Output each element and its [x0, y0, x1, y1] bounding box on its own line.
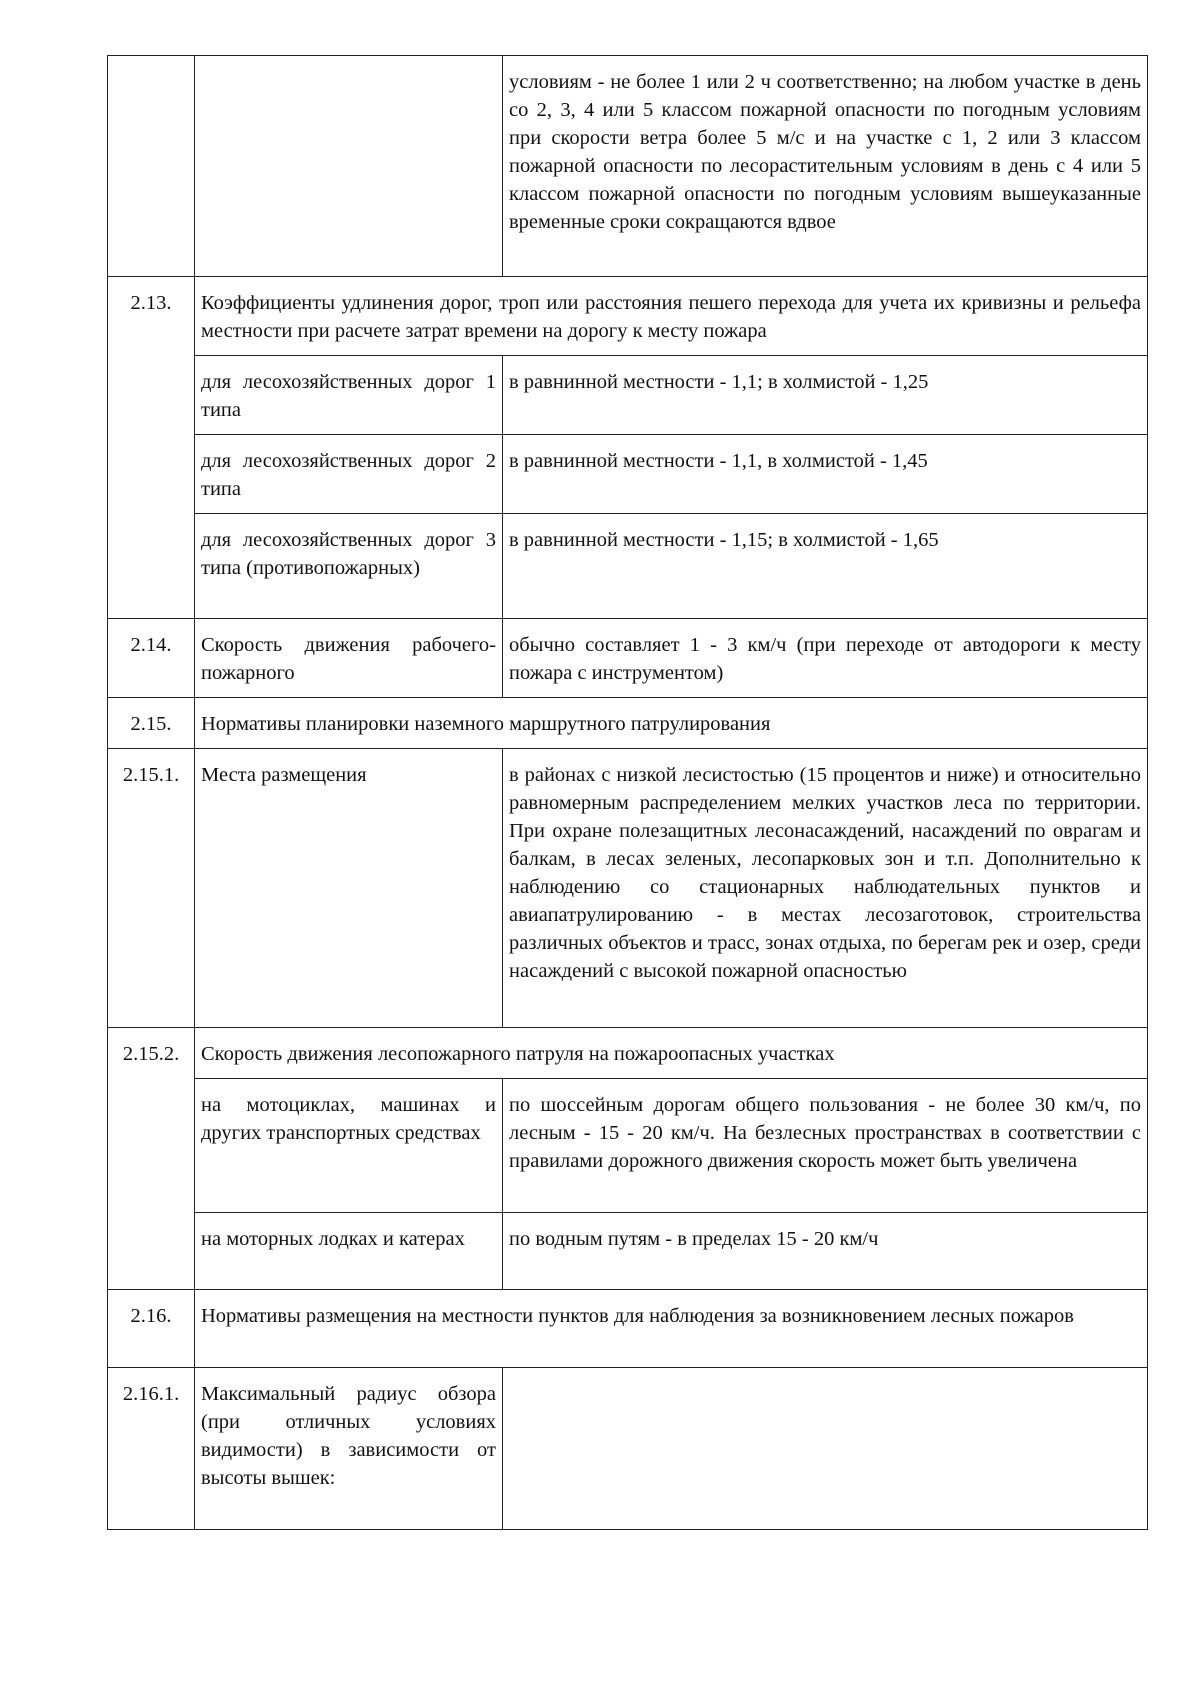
- table-row-2-16-1: [108, 1368, 1148, 1530]
- row-value: условиям - не более 1 или 2 ч соответственно; на любом участке в день со 2, 3, 4 или 5 классом пожарной опасности по погодным условиям при скорости ветра более 5 м/с и на участке с 1, 2 или 3 классом пожарной опасности по лесорастительным условиям в день с 4 или 5 классом пожарной опасности по погодным условиям вышеуказанные временные сроки сокращаются вдвое: [503, 56, 1148, 277]
- table-row-2-13-type1: [108, 356, 1148, 435]
- row-heading: Нормативы размещения на местности пунктов для наблюдения за возникновением лесных пожаров: [195, 1290, 1148, 1368]
- row-value: в районах с низкой лесистостью (15 процентов и ниже) и относительно равномерным распределением мелких участков леса по территории. При охране полезащитных лесонасаждений, насаждений по оврагам и балкам, в лесах зеленых, лесопарковых зон и т.п. Дополнительно к наблюдению со стационарных наблюдательных пунктов и авиапатрулированию - в местах лесозаготовок, строительства различных объектов и трасс, зонах отдыха, по берегам рек и озер, среди насаждений с высокой пожарной опасностью: [503, 749, 1148, 1028]
- row-value: по водным путям - в пределах 15 - 20 км/ч: [503, 1213, 1148, 1290]
- table-row-2-15: [108, 698, 1148, 749]
- row-number: 2.16.1.: [108, 1368, 195, 1530]
- row-heading: Нормативы планировки наземного маршрутного патрулирования: [195, 698, 1148, 749]
- row-label: для лесохозяйственных дорог 2 типа: [195, 435, 503, 514]
- row-number: 2.13.: [108, 277, 195, 619]
- row-number: 2.15.2.: [108, 1028, 195, 1290]
- table-row-2-15-1: [108, 749, 1148, 1028]
- table-row-continuation: [108, 56, 1148, 277]
- table-row-2-13-type3: [108, 514, 1148, 619]
- row-label: для лесохозяйственных дорог 1 типа: [195, 356, 503, 435]
- table-row-2-14: [108, 619, 1148, 698]
- row-number: 2.15.1.: [108, 749, 195, 1028]
- row-label: [195, 56, 503, 277]
- row-label: на мотоциклах, машинах и других транспортных средствах: [195, 1079, 503, 1213]
- row-value: по шоссейным дорогам общего пользования - не более 30 км/ч, по лесным - 15 - 20 км/ч. На безлесных пространствах в соответствии с правилами дорожного движения скорость может быть увеличена: [503, 1079, 1148, 1213]
- table-row-2-15-2-vehicles: [108, 1079, 1148, 1213]
- row-number: [108, 56, 195, 277]
- row-number: 2.16.: [108, 1290, 195, 1368]
- table-row-2-15-2-boats: [108, 1213, 1148, 1290]
- table-row-2-13: [108, 277, 1148, 356]
- row-label: для лесохозяйственных дорог 3 типа (противопожарных): [195, 514, 503, 619]
- row-label: Максимальный радиус обзора (при отличных условиях видимости) в зависимости от высоты вышек:: [195, 1368, 503, 1530]
- row-label: Места размещения: [195, 749, 503, 1028]
- row-number: 2.14.: [108, 619, 195, 698]
- norms-table: [107, 55, 1148, 1530]
- row-heading: Коэффициенты удлинения дорог, троп или расстояния пешего перехода для учета их кривизны и рельефа местности при расчете затрат времени на дорогу к месту пожара: [195, 277, 1148, 356]
- row-label: на моторных лодках и катерах: [195, 1213, 503, 1290]
- row-value: в равнинной местности - 1,1, в холмистой - 1,45: [503, 435, 1148, 514]
- row-value: в равнинной местности - 1,1; в холмистой - 1,25: [503, 356, 1148, 435]
- row-number: 2.15.: [108, 698, 195, 749]
- row-value: [503, 1368, 1148, 1530]
- row-label: Скорость движения рабочего-пожарного: [195, 619, 503, 698]
- row-value: обычно составляет 1 - 3 км/ч (при переходе от автодороги к месту пожара с инструментом): [503, 619, 1148, 698]
- table-row-2-15-2: [108, 1028, 1148, 1079]
- row-heading: Скорость движения лесопожарного патруля на пожароопасных участках: [195, 1028, 1148, 1079]
- table-row-2-13-type2: [108, 435, 1148, 514]
- row-value: в равнинной местности - 1,15; в холмистой - 1,65: [503, 514, 1148, 619]
- table-row-2-16: [108, 1290, 1148, 1368]
